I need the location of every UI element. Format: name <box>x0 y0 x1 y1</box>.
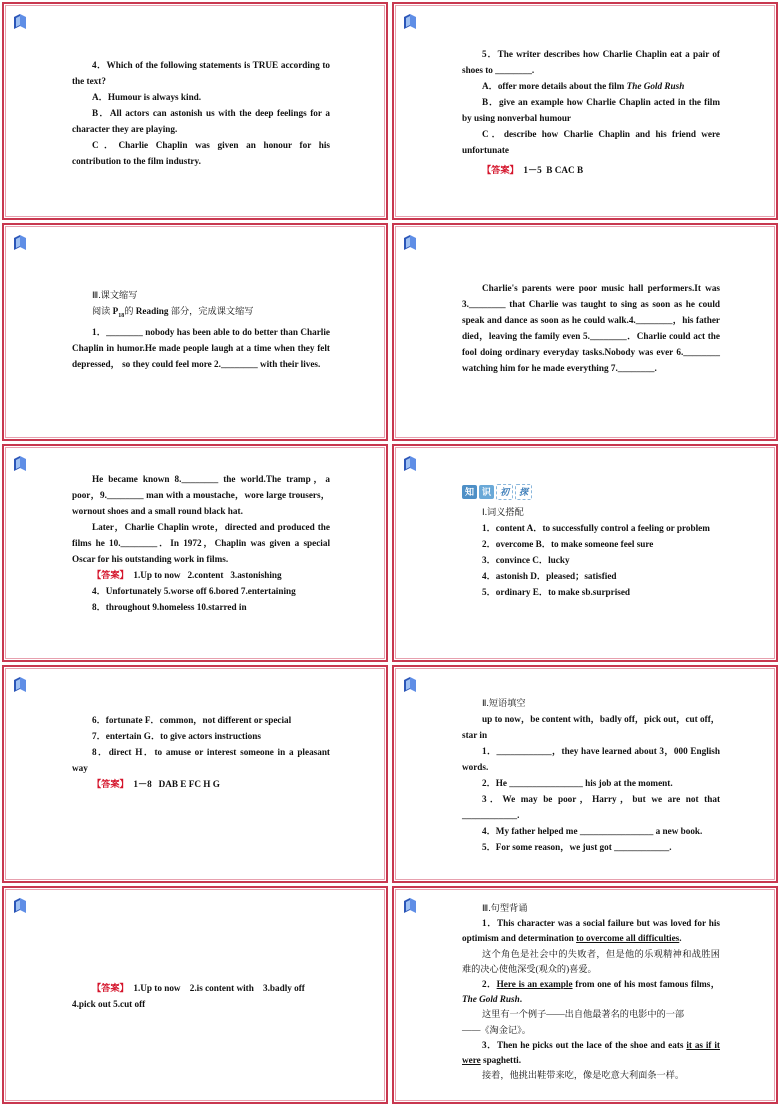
badge-char: 知 <box>462 485 477 499</box>
fill-q4: 4．My father helped me ________________ a new book. <box>482 826 703 836</box>
slide-1 <box>2 2 388 220</box>
sentence-2-end: . <box>519 994 522 1005</box>
summary-para-2: Later，Charlie Chaplin wrote，directed and produced the films he 10.________．In 1972，Chaplin was given a special Oscar for his outstanding work in films. <box>72 522 330 564</box>
fill-q3: 3．We may be poor，Harry，but we are not that ____________. <box>462 794 720 820</box>
answer-text: 1.Up to now 2.is content with 3.badly off <box>128 983 305 993</box>
summary-para-1: He became known 8.________ the world.The tramp，a poor，9.________ man with a moustache，wore large trousers，wornout shoes and a small round black hat. <box>72 474 330 516</box>
book-logo-icon <box>403 456 417 471</box>
match-line-7: 7．entertain G．to give actors instructions <box>92 731 261 741</box>
match-line-6: 6．fortunate F．common，not different or special <box>92 715 292 725</box>
answer-text: 1－5 B CAC B <box>518 165 584 175</box>
sentence-3-end: spaghetti. <box>480 1055 522 1066</box>
answer-line <box>72 776 330 792</box>
sentence-3 <box>462 1038 720 1068</box>
summary-text: Charlie's parents were poor music hall performers.It was 3.________ that Charlie was taught to sing as soon as he could speak and dance as soon as he could walk.4.________，his father died，leaving the family even 5.________．Charlie could act the fool doing ordinary everyday tasks.Nobody was ever 6.________ watching him for he made everything 7.________. <box>462 283 720 373</box>
option-b: B．All actors can astonish us with the deep feelings for a character they are playing. <box>72 108 330 134</box>
badge-char: 初 <box>496 484 513 500</box>
answer-tag: 【答案】 <box>92 983 129 993</box>
answer-text: 1.Up to now 2.content 3.astonishing <box>128 570 282 580</box>
sentence-1-text: 1．This character was a social failure but was loved for his optimism and determination <box>462 918 720 944</box>
slide-10 <box>392 886 778 1104</box>
slide-7 <box>2 665 388 883</box>
fill-q2: 2．He ________________ his job at the moment. <box>482 778 673 788</box>
question-5: 5．The writer describes how Charlie Chaplin eat a pair of shoes to ________. <box>462 49 720 75</box>
book-logo-icon <box>13 456 27 471</box>
knowledge-badge <box>462 484 532 500</box>
sentence-2-translation-1: 这里有一个例子——出自他最著名的电影中的一部 <box>482 1009 685 1020</box>
instr-mid: 的 <box>124 306 136 316</box>
option-c: C．describe how Charlie Chaplin and his friend were unfortunate <box>462 129 720 155</box>
instr-p: P <box>112 306 119 316</box>
slide-content <box>462 46 720 178</box>
answer-line-1 <box>72 567 330 583</box>
match-line-8: 8．direct H．to amuse or interest someone in a pleasant way <box>72 747 330 773</box>
fill-q1: 1．____________，they have learned about 3，000 English words. <box>462 746 720 772</box>
answer-text: 1－8 DAB E FC H G <box>128 779 220 789</box>
slide-content <box>462 484 720 600</box>
slide-9 <box>2 886 388 1104</box>
book-logo-icon <box>403 677 417 692</box>
sentence-2-text: from one of his most famous films， <box>572 979 720 990</box>
match-line-5: 5．ordinary E．to make sb.surprised <box>482 587 631 597</box>
phrase-bank: up to now，be content with，badly off，pick out，cut off，star in <box>462 714 720 740</box>
option-a-text: A．offer more details about the film <box>482 81 627 91</box>
book-logo-icon <box>403 235 417 250</box>
slide-content <box>72 712 330 792</box>
book-logo-icon <box>13 898 27 913</box>
slide-content <box>462 280 720 376</box>
answer-tag: 【答案】 <box>92 570 129 580</box>
sentence-3-translation: 接着，他挑出鞋带来吃，像是吃意大利面条一样。 <box>482 1070 685 1081</box>
book-logo-icon <box>403 898 417 913</box>
slide-content <box>72 287 330 372</box>
answer-tag: 【答案】 <box>92 779 129 789</box>
section-heading: Ⅰ.词义搭配 <box>482 507 524 517</box>
instr-pre: 阅读 <box>92 306 113 316</box>
slide-content <box>72 980 330 1012</box>
book-logo-icon <box>13 235 27 250</box>
sentence-3-key: it as if it were <box>462 1039 720 1066</box>
slide-5 <box>2 444 388 662</box>
sentence-1 <box>462 916 720 946</box>
instr-sub: 18 <box>118 312 125 319</box>
answer-line-3: 8．throughout 9.homeless 10.starred in <box>92 602 247 612</box>
answer-line <box>462 162 720 178</box>
sentence-2 <box>462 977 720 1007</box>
answer-line-1 <box>72 980 330 996</box>
instr-post: 部分，完成课文缩写 <box>168 306 254 316</box>
slide-4 <box>392 223 778 441</box>
option-a <box>462 78 720 94</box>
answer-line-2: 4.pick out 5.cut off <box>72 999 146 1009</box>
film-title: The Gold Rush <box>462 994 520 1005</box>
match-line-3: 3．convince C．lucky <box>482 555 570 565</box>
sentence-3-text: 3．Then he picks out the lace of the shoe and eats <box>482 1039 687 1050</box>
slide-8 <box>392 665 778 883</box>
answer-line-2: 4．Unfortunately 5.worse off 6.bored 7.entertaining <box>92 586 296 596</box>
slide-content <box>462 901 720 1083</box>
fill-q5: 5．For some reason，we just got ____________. <box>482 842 672 852</box>
instr-reading: Reading <box>135 306 169 316</box>
sentence-2-translation-2: ——《淘金记》。 <box>462 1024 531 1035</box>
book-logo-icon <box>403 14 417 29</box>
question-4: 4．Which of the following statements is TRUE according to the text? <box>72 60 330 86</box>
sentence-1-translation: 这个角色是社会中的失败者，但是他的乐观精神和战胜困难的决心使他深受(观众的)喜爱。 <box>462 948 720 974</box>
slide-content <box>72 471 330 615</box>
sentence-1-end: . <box>679 933 682 944</box>
answer-tag: 【答案】 <box>482 165 519 175</box>
section-heading: Ⅲ.句型背诵 <box>482 903 528 913</box>
section-heading: Ⅲ.课文缩写 <box>92 290 138 300</box>
option-c: C．Charlie Chaplin was given an honour for his contribution to the film industry. <box>72 140 330 166</box>
match-line-2: 2．overcome B．to make someone feel sure <box>482 539 654 549</box>
film-title: The Gold Rush <box>626 81 685 91</box>
section-heading: Ⅱ.短语填空 <box>482 698 526 708</box>
slide-content <box>72 57 330 169</box>
option-b: B．give an example how Charlie Chaplin acted in the film by using nonverbal humour <box>462 97 720 123</box>
sentence-2-key: Here is an example <box>496 979 573 990</box>
book-logo-icon <box>13 14 27 29</box>
badge-char: 探 <box>515 484 532 500</box>
book-logo-icon <box>13 677 27 692</box>
sentence-1-key: to overcome all difficulties <box>576 933 680 944</box>
sentence-2-num: 2． <box>482 979 497 990</box>
summary-text: 1．________ nobody has been able to do better than Charlie Chaplin in humor.He made people laugh at a time when they felt depressed， so they could feel more 2.________ with their lives. <box>72 326 330 369</box>
badge-char: 识 <box>479 485 494 499</box>
match-line-4: 4．astonish D．pleased；satisfied <box>482 571 617 581</box>
slide-2 <box>392 2 778 220</box>
slide-3 <box>2 223 388 441</box>
slide-content <box>462 695 720 855</box>
instruction <box>72 303 330 324</box>
slide-6 <box>392 444 778 662</box>
option-a: A．Humour is always kind. <box>92 92 202 102</box>
match-line-1: 1．content A．to successfully control a feeling or problem <box>482 523 710 533</box>
